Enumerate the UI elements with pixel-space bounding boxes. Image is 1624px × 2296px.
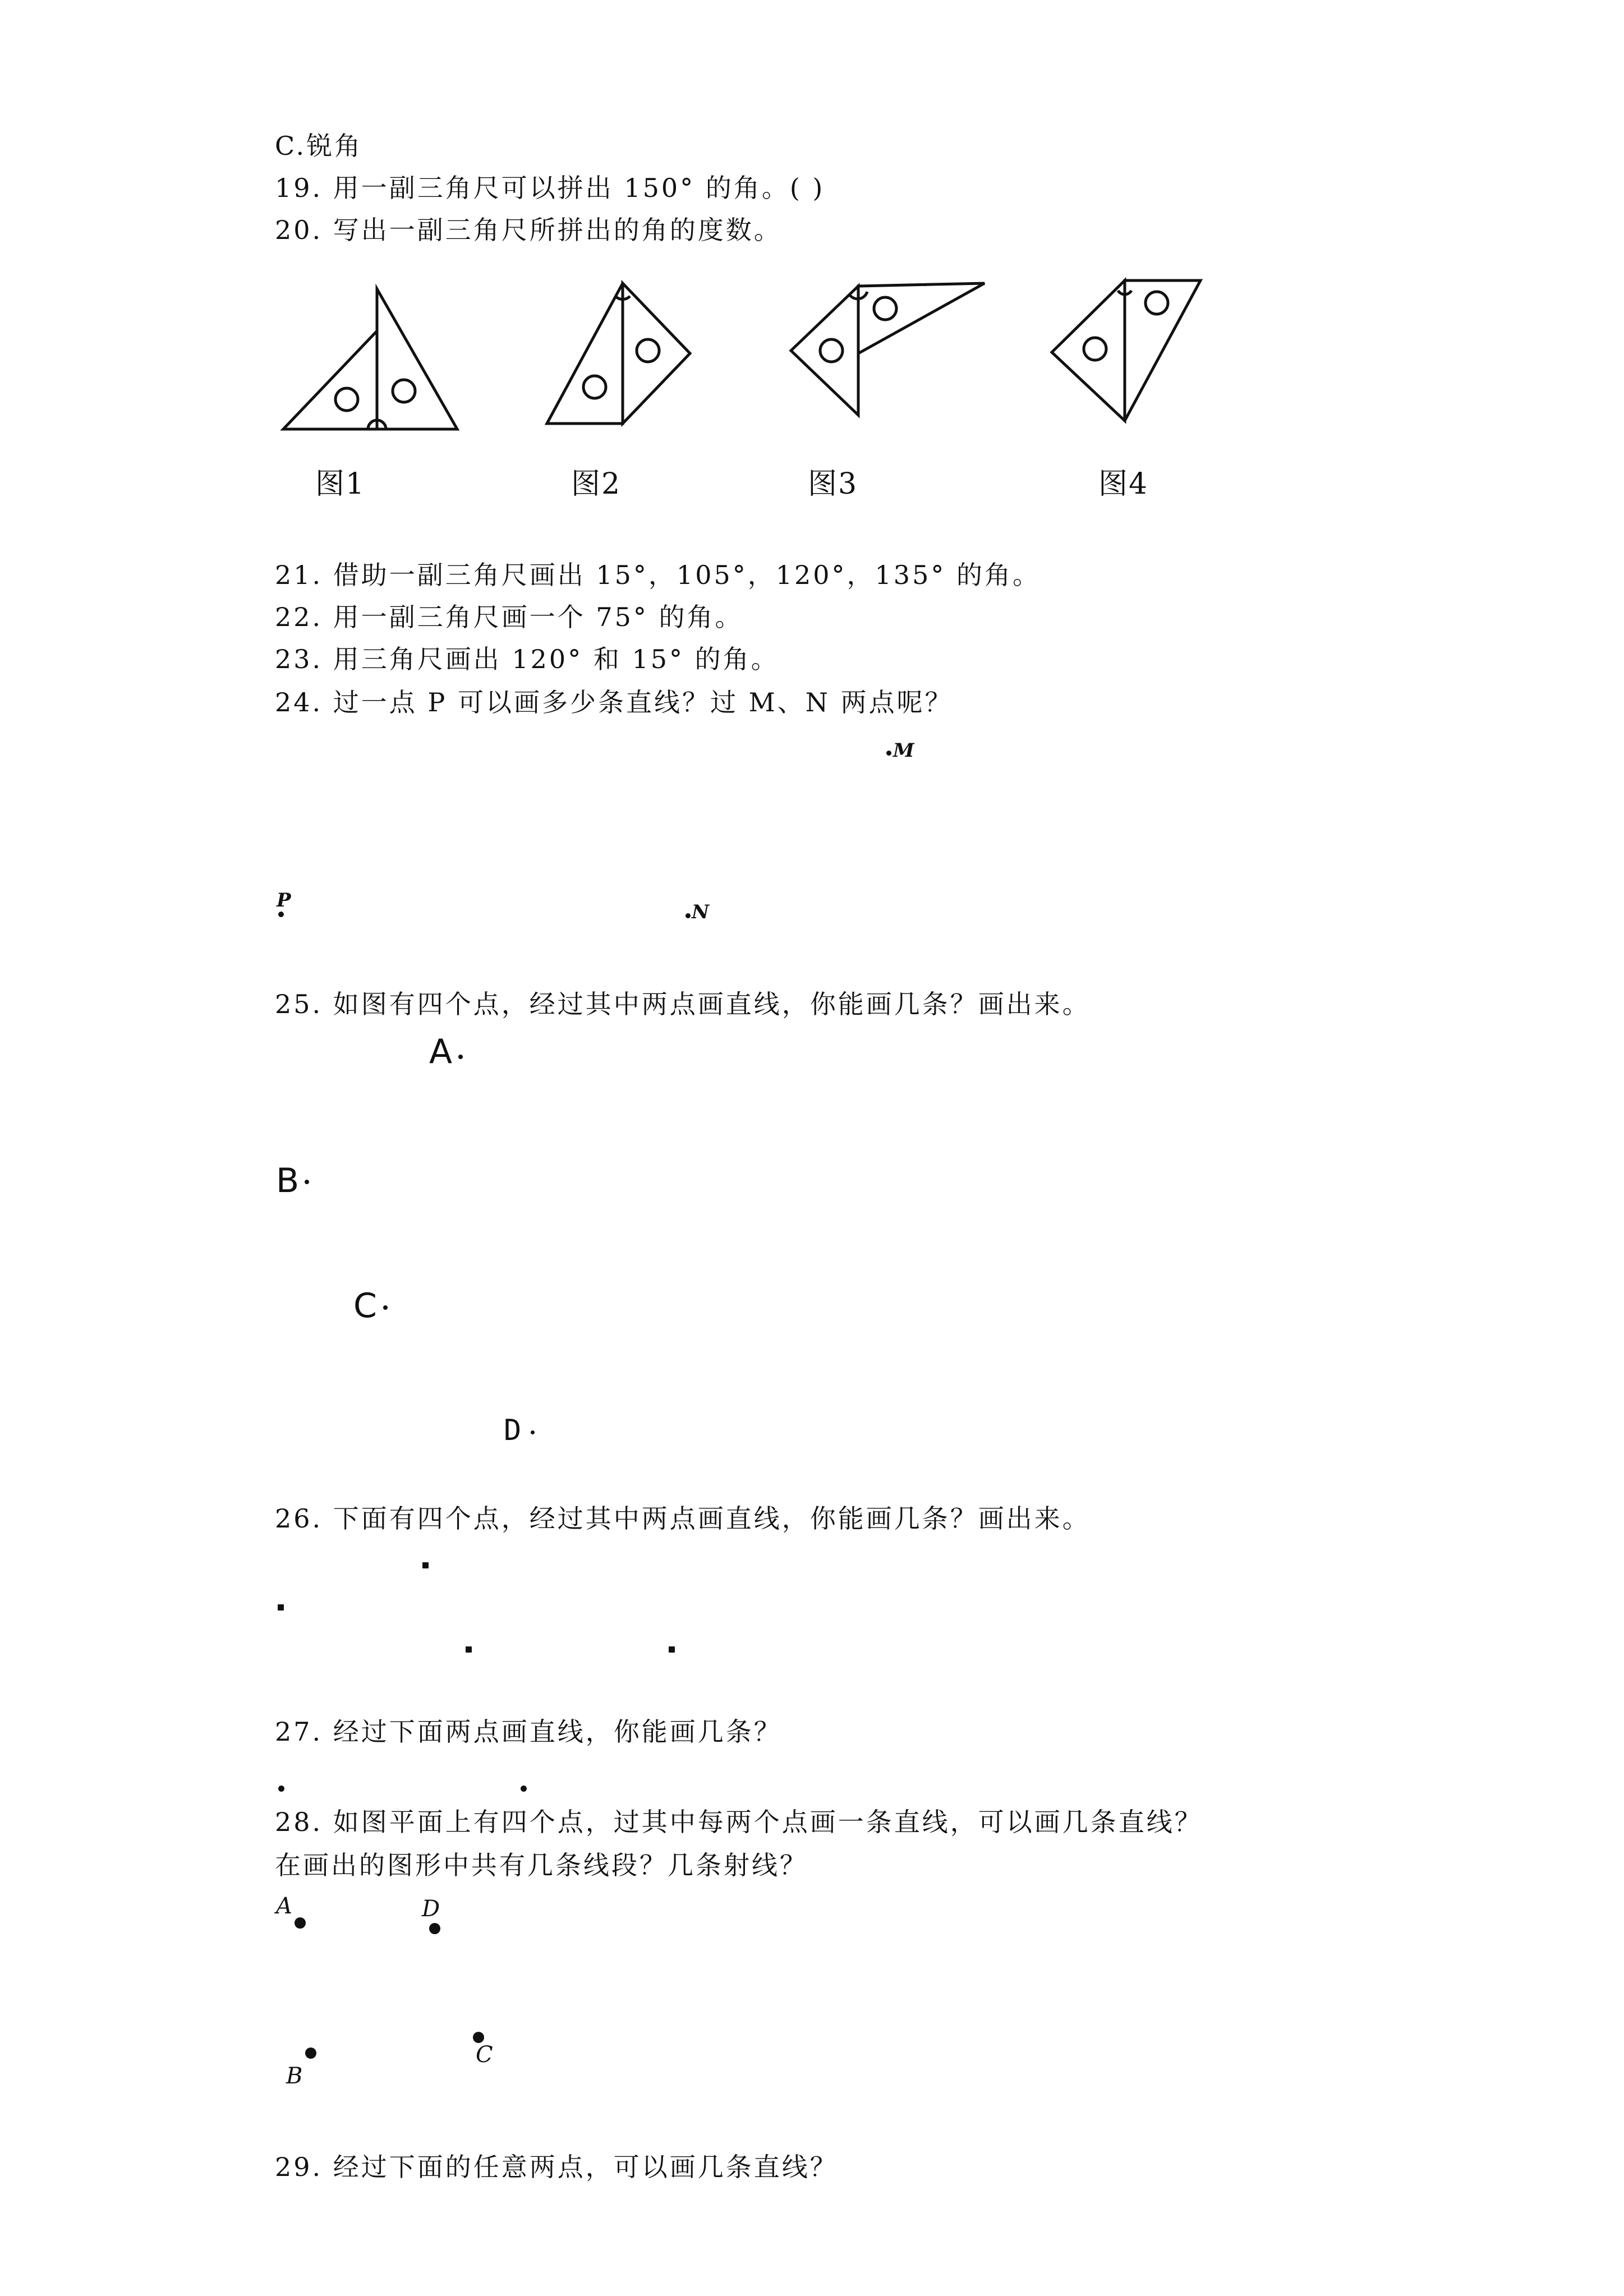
question-19: 19. 用一副三角尺可以拼出 150° 的角。( ) (275, 173, 825, 203)
point-m-dot (886, 751, 891, 756)
fig3-left-triangle (791, 286, 858, 415)
fig4-right-triangle (1125, 280, 1200, 421)
point-a-dot-q28 (295, 1917, 306, 1929)
point-p-label: P (277, 889, 291, 912)
fig4-left-triangle (1052, 280, 1125, 421)
question-26: 26. 下面有四个点，经过其中两点画直线，你能画几条？画出来。 (275, 1503, 1091, 1534)
fig1-right-triangle (377, 289, 457, 429)
point-d-dot-q28 (429, 1923, 440, 1934)
point-d-label-q28: D (422, 1896, 440, 1922)
fig2-left-triangle (547, 283, 623, 424)
figure-2-caption: 图2 (571, 467, 622, 501)
fig1-hole-right (393, 380, 415, 402)
fig2-right-triangle (623, 283, 690, 424)
question-24: 24. 过一点 P 可以画多少条直线？过 M、N 两点呢？ (275, 687, 953, 717)
fig3-hole-left (820, 339, 843, 362)
question-20: 20. 写出一副三角尺所拼出的角的度数。 (275, 215, 782, 245)
question-22: 22. 用一副三角尺画一个 75° 的角。 (275, 602, 743, 632)
point-p-dot (278, 912, 284, 917)
point-c-label-q25: C (353, 1286, 377, 1326)
question-23: 23. 用三角尺画出 120° 和 15° 的角。 (275, 644, 779, 674)
point-b-dot-q28 (305, 2047, 316, 2059)
point-c-dot-q25 (383, 1305, 388, 1310)
figure-4-caption: 图4 (1098, 467, 1149, 501)
fig4-hole-right (1145, 292, 1168, 314)
fig2-hole-left (583, 376, 606, 398)
q26-point-3 (466, 1646, 472, 1653)
point-d-dot-q25 (531, 1430, 535, 1434)
point-a-label-q28: A (276, 1893, 292, 1919)
point-c-dot-q28 (473, 2032, 484, 2043)
fig3-right-triangle (858, 283, 984, 353)
point-b-label-q28: B (286, 2063, 303, 2089)
q26-point-1 (422, 1562, 429, 1568)
fig1-left-triangle (283, 331, 377, 429)
point-b-dot-q25 (305, 1180, 309, 1184)
q27-point-2 (521, 1786, 527, 1792)
point-m-label: M (893, 739, 914, 762)
q26-point-2 (278, 1604, 284, 1611)
fig2-hole-right (637, 339, 659, 362)
q27-point-1 (278, 1786, 284, 1792)
question-28-line-1: 28. 如图平面上有四个点，过其中每两个点画一条直线，可以画几条直线？ (275, 1807, 1203, 1837)
figure-3-caption: 图3 (808, 467, 858, 501)
point-n-dot (686, 913, 691, 918)
point-c-label-q28: C (476, 2042, 493, 2068)
point-d-label-q25: D (504, 1414, 522, 1447)
question-27: 27. 经过下面两点画直线，你能画几条？ (275, 1717, 782, 1747)
fig3-hole-right (874, 297, 896, 320)
option-c: C.锐角 (275, 131, 363, 161)
question-29: 29. 经过下面的任意两点，可以画几条直线？ (275, 2152, 838, 2182)
question-21: 21. 借助一副三角尺画出 15°，105°，120°，135° 的角。 (275, 560, 1041, 590)
point-a-label-q25: A (429, 1032, 453, 1071)
question-25: 25. 如图有四个点，经过其中两点画直线，你能画几条？画出来。 (275, 989, 1091, 1019)
point-n-label: N (692, 901, 710, 923)
point-b-label-q25: B (276, 1161, 300, 1200)
point-a-dot-q25 (458, 1055, 463, 1059)
fig1-hole-left (335, 388, 358, 411)
fig4-hole-left (1084, 338, 1106, 360)
figure-1-caption: 图1 (315, 467, 366, 501)
q26-point-4 (669, 1646, 675, 1653)
question-28-line-2: 在画出的图形中共有几条线段？几条射线？ (275, 1850, 808, 1880)
